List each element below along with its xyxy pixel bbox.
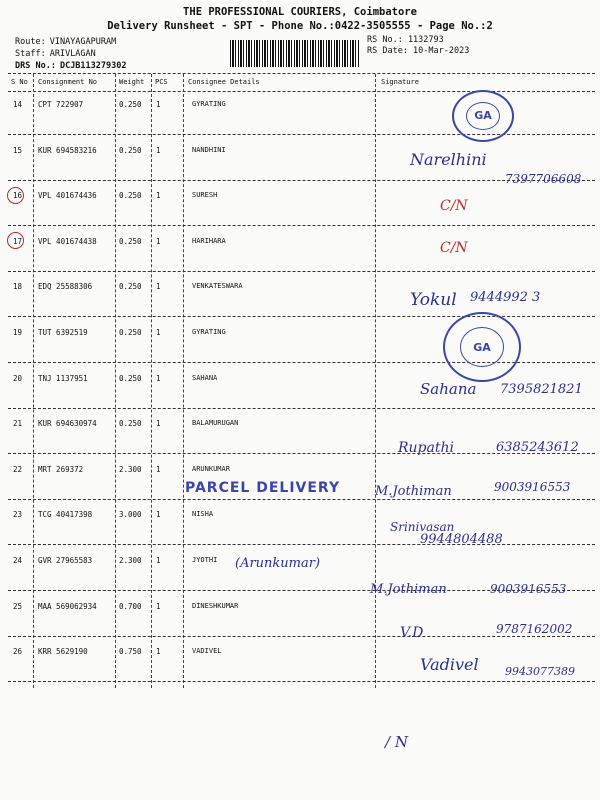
row-sno: 14 bbox=[13, 100, 23, 109]
signature-23: Srinivasan bbox=[390, 520, 455, 534]
row-pcs: 1 bbox=[156, 145, 161, 155]
row-wt: 0.250 bbox=[119, 100, 142, 109]
row-wt: 0.700 bbox=[119, 601, 142, 611]
row-sno: 18 bbox=[13, 282, 23, 292]
row-cn: MAA 569062934 bbox=[38, 601, 97, 611]
row-pcs: 1 bbox=[156, 191, 161, 201]
row-name: BALAMURUGAN bbox=[192, 419, 239, 428]
row-name: GYRATING bbox=[192, 328, 226, 336]
parcel-delivery-stamp: PARCEL DELIVERY bbox=[185, 480, 341, 496]
company-stamp bbox=[452, 90, 514, 142]
row-sno: 22 bbox=[13, 464, 23, 474]
signature-15: Narelhini bbox=[410, 150, 487, 169]
row-cn: KUR 694583216 bbox=[38, 145, 97, 155]
row-pcs: 1 bbox=[156, 282, 161, 292]
row-separator bbox=[8, 408, 595, 409]
row-name: GYRATING bbox=[192, 100, 226, 108]
row-sno: 26 bbox=[13, 647, 23, 657]
cn-mark-17: C/N bbox=[440, 240, 468, 256]
phone-26: 9943077389 bbox=[505, 665, 575, 678]
row-wt: 0.750 bbox=[119, 647, 142, 657]
stamp-logo: GA bbox=[466, 102, 501, 131]
header-right bbox=[367, 35, 469, 57]
col-weight: Weight bbox=[119, 78, 145, 86]
signature-25: V.D bbox=[400, 625, 424, 641]
row-wt: 0.250 bbox=[119, 373, 142, 383]
row-separator bbox=[8, 499, 595, 500]
row-pcs: 1 bbox=[156, 328, 161, 337]
row-name: SURESH bbox=[192, 191, 218, 200]
jyothi-note: (Arunkumar) bbox=[235, 556, 321, 571]
row-sno: 23 bbox=[13, 510, 23, 520]
header-bottom-rule bbox=[8, 91, 595, 92]
row-name: VADIVEL bbox=[192, 647, 222, 656]
row-pcs: 1 bbox=[156, 510, 161, 520]
row-pcs: 1 bbox=[156, 236, 161, 246]
row-name: NISHA bbox=[192, 510, 214, 519]
red-circle-16 bbox=[7, 187, 24, 204]
row-wt: 0.250 bbox=[119, 419, 142, 429]
row-sno: 17 bbox=[13, 236, 23, 246]
col-divider bbox=[183, 74, 184, 688]
col-signature: Signature bbox=[381, 78, 419, 86]
row-separator bbox=[8, 681, 595, 682]
row-wt: 3.000 bbox=[119, 510, 142, 520]
row-name: VENKATESWARA bbox=[192, 282, 243, 291]
col-divider bbox=[115, 74, 116, 688]
row-pcs: 1 bbox=[156, 647, 161, 657]
row-cn: VPL 401674436 bbox=[38, 191, 97, 201]
row-sno: 20 bbox=[13, 373, 23, 383]
phone-25: 9787162002 bbox=[496, 622, 573, 636]
row-separator bbox=[8, 134, 595, 135]
row-pcs: 1 bbox=[156, 373, 161, 383]
row-cn: KUR 694630974 bbox=[38, 419, 97, 429]
drs-label: DRS No.: bbox=[15, 61, 56, 71]
signature-18: Yokul bbox=[410, 290, 457, 310]
row-cn: MRT 269372 bbox=[38, 464, 84, 474]
row-sno: 15 bbox=[13, 145, 23, 155]
row-pcs: 1 bbox=[156, 556, 161, 565]
col-divider bbox=[151, 74, 152, 688]
row-name: JYOTHI bbox=[192, 556, 218, 564]
row-pcs: 1 bbox=[156, 601, 161, 611]
signature-22: M.Jothiman bbox=[375, 484, 452, 499]
route-value: VINAYAGAPURAM bbox=[49, 37, 117, 47]
rs-date: RS Date: 10-Mar-2023 bbox=[367, 46, 470, 56]
col-pcs: PCS bbox=[155, 78, 168, 86]
row-cn: TUT 6392519 bbox=[38, 328, 88, 337]
col-consignee: Consignee Details bbox=[188, 78, 260, 86]
row-separator bbox=[8, 316, 595, 317]
col-sno: S No bbox=[11, 78, 28, 86]
row-wt: 2.300 bbox=[119, 556, 142, 565]
drs-value: DCJB113279302 bbox=[59, 61, 127, 71]
header-top-rule bbox=[8, 73, 595, 74]
staff-value: ARIVLAGAN bbox=[49, 49, 96, 59]
row-name: HARIHARA bbox=[192, 236, 226, 245]
signature-21: Rupathi bbox=[398, 440, 454, 456]
rs-number: RS No.: 1132793 bbox=[367, 35, 444, 45]
row-cn: KRR 5629190 bbox=[38, 647, 88, 657]
row-wt: 0.250 bbox=[119, 328, 142, 337]
row-wt: 0.250 bbox=[119, 191, 142, 201]
company-stamp bbox=[443, 312, 521, 382]
staff-label: Staff: bbox=[15, 49, 46, 59]
route-label: Route: bbox=[15, 37, 46, 47]
row-wt: 0.250 bbox=[119, 282, 142, 292]
row-sno: 21 bbox=[13, 419, 23, 429]
row-cn: CPT 722907 bbox=[38, 100, 84, 109]
row-wt: 0.250 bbox=[119, 236, 142, 246]
row-wt: 2.300 bbox=[119, 464, 142, 474]
phone-18: 9444992 3 bbox=[470, 290, 541, 305]
row-sno: 25 bbox=[13, 601, 23, 611]
row-sno: 19 bbox=[13, 328, 23, 337]
signature-20: Sahana bbox=[420, 380, 477, 398]
col-consignment: Consignment No bbox=[38, 78, 98, 86]
row-cn: GVR 27965583 bbox=[38, 556, 93, 565]
company-title: THE PROFESSIONAL COURIERS, Coimbatore bbox=[183, 6, 417, 18]
red-circle-17 bbox=[7, 232, 24, 249]
row-pcs: 1 bbox=[156, 100, 161, 109]
row-sno: 24 bbox=[13, 556, 23, 565]
phone-20: 7395821821 bbox=[500, 382, 583, 397]
row-separator bbox=[8, 544, 595, 545]
col-divider bbox=[33, 74, 34, 688]
row-name: DINESHKUMAR bbox=[192, 601, 239, 610]
runsheet-subtitle: Delivery Runsheet - SPT - Phone No.:0422-3505555 - Page No.:2 bbox=[107, 20, 493, 32]
signature-26: Vadivel bbox=[420, 655, 479, 674]
phone-15: 7397706608 bbox=[505, 172, 582, 186]
cn-mark-16: C/N bbox=[440, 198, 468, 214]
row-cn: TCG 40417398 bbox=[38, 510, 93, 520]
barcode bbox=[230, 40, 360, 67]
signature-24: M.Jothiman bbox=[370, 582, 447, 597]
row-separator bbox=[8, 271, 595, 272]
row-wt: 0.250 bbox=[119, 145, 142, 155]
footer-mark: / N bbox=[385, 733, 408, 751]
row-separator bbox=[8, 225, 595, 226]
row-cn: EDQ 25588306 bbox=[38, 282, 93, 292]
stamp-logo: GA bbox=[460, 327, 504, 367]
row-name: ARUNKUMAR bbox=[192, 464, 230, 473]
row-sno: 16 bbox=[13, 191, 23, 201]
header-left bbox=[15, 36, 126, 72]
phone-23: 9944804488 bbox=[420, 532, 503, 547]
row-pcs: 1 bbox=[156, 464, 161, 474]
row-pcs: 1 bbox=[156, 419, 161, 429]
row-cn: VPL 401674438 bbox=[38, 236, 97, 246]
phone-24: 9003916553 bbox=[490, 582, 567, 596]
phone-21: 6385243612 bbox=[496, 440, 579, 455]
phone-22: 9003916553 bbox=[494, 480, 571, 494]
row-name: NANDHINI bbox=[192, 145, 226, 154]
row-cn: TNJ 1137951 bbox=[38, 373, 88, 383]
row-name: SAHANA bbox=[192, 373, 218, 382]
